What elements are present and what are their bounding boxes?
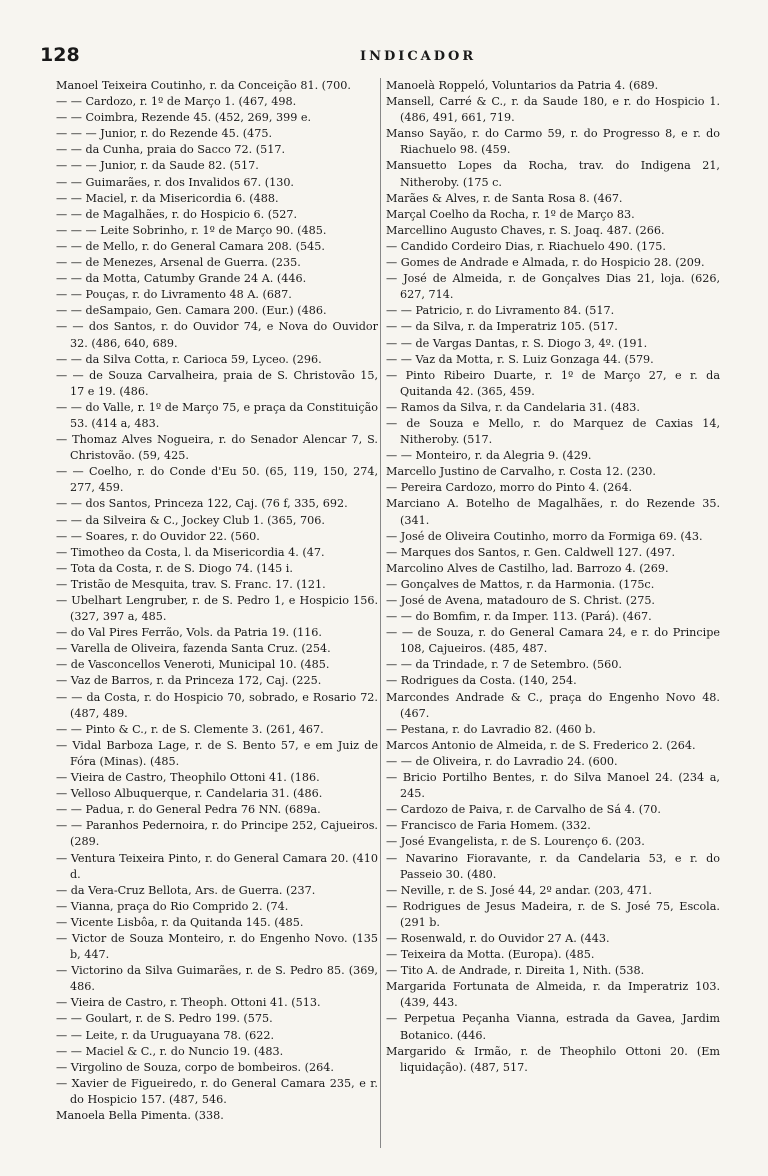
directory-entry: — — da Silva, r. da Imperatriz 105. (517.: [386, 320, 618, 334]
directory-entry: — Gonçalves de Mattos, r. da Harmonia. (175c.: [386, 577, 655, 591]
directory-entry: — — Pouças, r. do Livramento 48 A. (687.: [56, 288, 292, 302]
directory-entry: — — de Oliveira, r. do Lavradio 24. (600.: [386, 754, 618, 768]
directory-entry: — Gomes de Andrade e Almada, r. do Hospicio 28. (209.: [386, 256, 705, 270]
directory-entry: — — de Vargas Dantas, r. S. Diogo 3, 4º. (191.: [386, 336, 648, 350]
directory-entry: — Pestana, r. do Lavradio 82. (460 b.: [386, 722, 596, 736]
directory-entry: — — Soares, r. do Ouvidor 22. (560.: [56, 529, 260, 543]
directory-entry: — — Guimarães, r. dos Invalidos 67. (130.: [56, 175, 294, 189]
directory-entry: — Vieira de Castro, r. Theoph. Ottoni 41. (513.: [56, 996, 321, 1010]
directory-entry: Marçal Coelho da Rocha, r. 1º de Março 83.: [386, 207, 635, 221]
directory-entry: Marcellino Augusto Chaves, r. S. Joaq. 487. (266.: [386, 223, 665, 237]
directory-entry: — Vidal Barboza Lage, r. de S. Bento 57, e em Juiz de Fóra (Minas). (485.: [56, 738, 378, 768]
directory-entry: — José de Almeida, r. de Gonçalves Dias 21, loja. (626, 627, 714.: [386, 272, 720, 302]
directory-entry: Margarido & Irmão, r. de Theophilo Ottoni 20. (Em liquidação). (487, 517.: [386, 1044, 720, 1074]
directory-entry: — — — Junior, r. do Rezende 45. (475.: [56, 127, 273, 141]
directory-entry: — — da Motta, Catumby Grande 24 A. (446.: [56, 272, 307, 286]
directory-entry: — — da Silveira & C., Jockey Club 1. (365, 706.: [56, 513, 325, 527]
directory-entry: — Victorino da Silva Guimarães, r. de S. Pedro 85. (369, 486.: [56, 964, 378, 994]
column-divider: [380, 78, 381, 1148]
directory-entry: — — Maciel & C., r. do Nuncio 19. (483.: [56, 1044, 284, 1058]
directory-entry: — Varella de Oliveira, fazenda Santa Cruz. (254.: [56, 642, 331, 656]
directory-entry: Manso Sayão, r. do Carmo 59, r. do Progresso 8, e r. do Riachuelo 98. (459.: [386, 127, 720, 157]
directory-entry: — Ventura Teixeira Pinto, r. do General Camara 20. (410 d.: [56, 851, 378, 881]
directory-entry: — — Monteiro, r. da Alegria 9. (429.: [386, 449, 592, 463]
left-column: [56, 78, 378, 1124]
directory-entry: — — do Valle, r. 1º de Março 75, e praça da Constituição 53. (414 a, 483.: [56, 400, 378, 430]
directory-entry: — Francisco de Faria Homem. (332.: [386, 819, 591, 833]
directory-entry: — Vieira de Castro, Theophilo Ottoni 41. (186.: [56, 771, 320, 785]
directory-entry: Marães & Alves, r. de Santa Rosa 8. (467.: [386, 191, 623, 205]
directory-entry: — Vaz de Barros, r. da Princeza 172, Caj. (225.: [56, 674, 322, 688]
directory-entry: — Cardozo de Paiva, r. de Carvalho de Sá 4. (70.: [386, 803, 661, 817]
directory-entry: — Bricio Portilho Bentes, r. do Silva Manoel 24. (234 a, 245.: [386, 771, 720, 801]
directory-entry: — do Val Pires Ferrão, Vols. da Patria 19. (116.: [56, 626, 322, 640]
directory-entry: — Ramos da Silva, r. da Candelaria 31. (483.: [386, 400, 640, 414]
directory-entry: — Timotheo da Costa, l. da Misericordia 4. (47.: [56, 545, 325, 559]
directory-entry: — Teixeira da Motta. (Europa). (485.: [386, 948, 595, 962]
directory-entry: — — Padua, r. do General Pedra 76 NN. (689a.: [56, 803, 321, 817]
directory-entry: — Pereira Cardozo, morro do Pinto 4. (264.: [386, 481, 633, 495]
directory-entry: — — Pinto & C., r. de S. Clemente 3. (261, 467.: [56, 722, 324, 736]
directory-entry: — — — Leite Sobrinho, r. 1º de Março 90. (485.: [56, 223, 327, 237]
directory-entry: — Rodrigues de Jesus Madeira, r. de S. José 75, Escola. (291 b.: [386, 899, 720, 929]
directory-entry: Marcondes Andrade & C., praça do Engenho Novo 48. (467.: [386, 690, 720, 720]
directory-entry: Marcello Justino de Carvalho, r. Costa 12. (230.: [386, 465, 656, 479]
directory-entry: — Candido Cordeiro Dias, r. Riachuelo 490. (175.: [386, 239, 666, 253]
directory-entry: — Tota da Costa, r. de S. Diogo 74. (145 i.: [56, 561, 293, 575]
directory-entry: — José de Avena, matadouro de S. Christ. (275.: [386, 594, 655, 607]
directory-entry: — — dos Santos, r. do Ouvidor 74, e Nova do Ouvidor 32. (486, 640, 689.: [56, 320, 378, 350]
directory-entry: — — da Cunha, praia do Sacco 72. (517.: [56, 143, 286, 157]
directory-entry: — José de Oliveira Coutinho, morro da Formiga 69. (43.: [386, 529, 703, 543]
directory-entry: — Rodrigues da Costa. (140, 254.: [386, 674, 577, 688]
directory-entry: — — de Menezes, Arsenal de Guerra. (235.: [56, 256, 301, 270]
directory-entry: — Virgolino de Souza, corpo de bombeiros. (264.: [56, 1060, 334, 1074]
directory-entry: — Thomaz Alves Nogueira, r. do Senador Alencar 7, S. Christovão. (59, 425.: [56, 433, 378, 463]
directory-entry: — Vicente Lisbôa, r. da Quitanda 145. (485.: [56, 915, 304, 929]
directory-entry: — — Coimbra, Rezende 45. (452, 269, 399 e.: [56, 111, 312, 125]
directory-entry: Manoelà Roppeló, Voluntarios da Patria 4. (689.: [386, 79, 659, 92]
directory-entry: — — deSampaio, Gen. Camara 200. (Eur.) (486.: [56, 304, 327, 318]
directory-entry: — Xavier de Figueiredo, r. do General Camara 235, e r. do Hospicio 157. (487, 546.: [56, 1076, 378, 1106]
directory-entry: — Tito A. de Andrade, r. Direita 1, Nith. (538.: [386, 964, 645, 978]
directory-entry: Mansell, Carré & C., r. da Saude 180, e r. do Hospicio 1. (486, 491, 661, 719.: [386, 95, 720, 125]
directory-entry: — — Coelho, r. do Conde d'Eu 50. (65, 119, 150, 274, 277, 459.: [56, 465, 378, 495]
page-number: 128: [40, 44, 80, 66]
directory-entry: — Neville, r. de S. José 44, 2º andar. (203, 471.: [386, 883, 652, 897]
directory-entry: — — da Trindade, r. 7 de Setembro. (560.: [386, 658, 622, 672]
directory-entry: Manoela Bella Pimenta. (338.: [56, 1109, 224, 1122]
directory-entry: — — do Bomfim, r. da Imper. 113. (Pará). (467.: [386, 610, 652, 624]
directory-entry: — — Leite, r. da Uruguayana 78. (622.: [56, 1028, 275, 1042]
directory-entry: — — de Mello, r. do General Camara 208. (545.: [56, 239, 325, 253]
directory-entry: — — de Magalhães, r. do Hospicio 6. (527.: [56, 207, 298, 221]
directory-entry: — — da Silva Cotta, r. Carioca 59, Lyceo. (296.: [56, 352, 322, 366]
directory-entry: — Tristão de Mesquita, trav. S. Franc. 17. (121.: [56, 577, 326, 591]
directory-entry: Marcolino Alves de Castilho, lad. Barrozo 4. (269.: [386, 561, 669, 575]
directory-entry: — Perpetua Peçanha Vianna, estrada da Gavea, Jardim Botanico. (446.: [386, 1012, 720, 1042]
directory-entry: Marciano A. Botelho de Magalhães, r. do Rezende 35. (341.: [386, 497, 720, 527]
right-column: [386, 78, 720, 1076]
directory-entry: Marcos Antonio de Almeida, r. de S. Frederico 2. (264.: [386, 738, 696, 752]
directory-entry: — Marques dos Santos, r. Gen. Caldwell 127. (497.: [386, 545, 676, 559]
directory-entry: — Navarino Fioravante, r. da Candelaria 53, e r. do Passeio 30. (480.: [386, 851, 720, 881]
running-head: INDICADOR: [360, 49, 477, 64]
directory-entry: — — de Souza, r. do General Camara 24, e r. do Principe 108, Cajueiros. (485, 487.: [386, 626, 720, 656]
directory-entry: — — — Junior, r. da Saude 82. (517.: [56, 159, 259, 173]
directory-entry: — — Paranhos Pedernoira, r. do Principe 252, Cajueiros. (289.: [56, 819, 378, 849]
page-header: [40, 44, 740, 74]
directory-entry: — José Evangelista, r. de S. Lourenço 6. (203.: [386, 835, 645, 849]
directory-entry: — Rosenwald, r. do Ouvidor 27 A. (443.: [386, 931, 610, 945]
directory-entry: — de Souza e Mello, r. do Marquez de Caxias 14, Nitheroby. (517.: [386, 416, 720, 447]
directory-entry: — — Maciel, r. da Misericordia 6. (488.: [56, 191, 279, 205]
directory-entry: — — de Souza Carvalheira, praia de S. Christovão 15, 17 e 19. (486.: [56, 368, 378, 398]
directory-entry: — da Vera-Cruz Bellota, Ars. de Guerra. (237.: [56, 883, 316, 897]
directory-entry: — Velloso Albuquerque, r. Candelaria 31. (486.: [56, 787, 323, 801]
directory-entry: — — dos Santos, Princeza 122, Caj. (76 f, 335, 692.: [56, 497, 348, 511]
directory-entry: — — Goulart, r. de S. Pedro 199. (575.: [56, 1012, 273, 1026]
directory-entry: — — Cardozo, r. 1º de Março 1. (467, 498.: [56, 95, 297, 109]
directory-entry: — — Vaz da Motta, r. S. Luiz Gonzaga 44. (579.: [386, 352, 654, 366]
directory-entry: — Pinto Ribeiro Duarte, r. 1º de Março 27, e r. da Quitanda 42. (365, 459.: [386, 368, 720, 398]
directory-entry: Margarida Fortunata de Almeida, r. da Imperatriz 103. (439, 443.: [386, 980, 720, 1010]
directory-entry: — Ubelhart Lengruber, r. de S. Pedro 1, e Hospicio 156. (327, 397 a, 485.: [56, 594, 378, 624]
directory-entry: — de Vasconcellos Veneroti, Municipal 10. (485.: [56, 658, 330, 672]
directory-entry: — — Patricio, r. do Livramento 84. (517.: [386, 304, 615, 318]
directory-entry: — Vianna, praça do Rio Comprido 2. (74.: [56, 899, 289, 913]
directory-entry: Manoel Teixeira Coutinho, r. da Conceição 81. (700.: [56, 79, 351, 92]
directory-entry: — Victor de Souza Monteiro, r. do Engenho Novo. (135 b, 447.: [56, 931, 378, 962]
directory-entry: — — da Costa, r. do Hospicio 70, sobrado, e Rosario 72. (487, 489.: [56, 690, 378, 720]
directory-entry: Mansuetto Lopes da Rocha, trav. do Indigena 21, Nitheroby. (175 c.: [386, 159, 720, 189]
